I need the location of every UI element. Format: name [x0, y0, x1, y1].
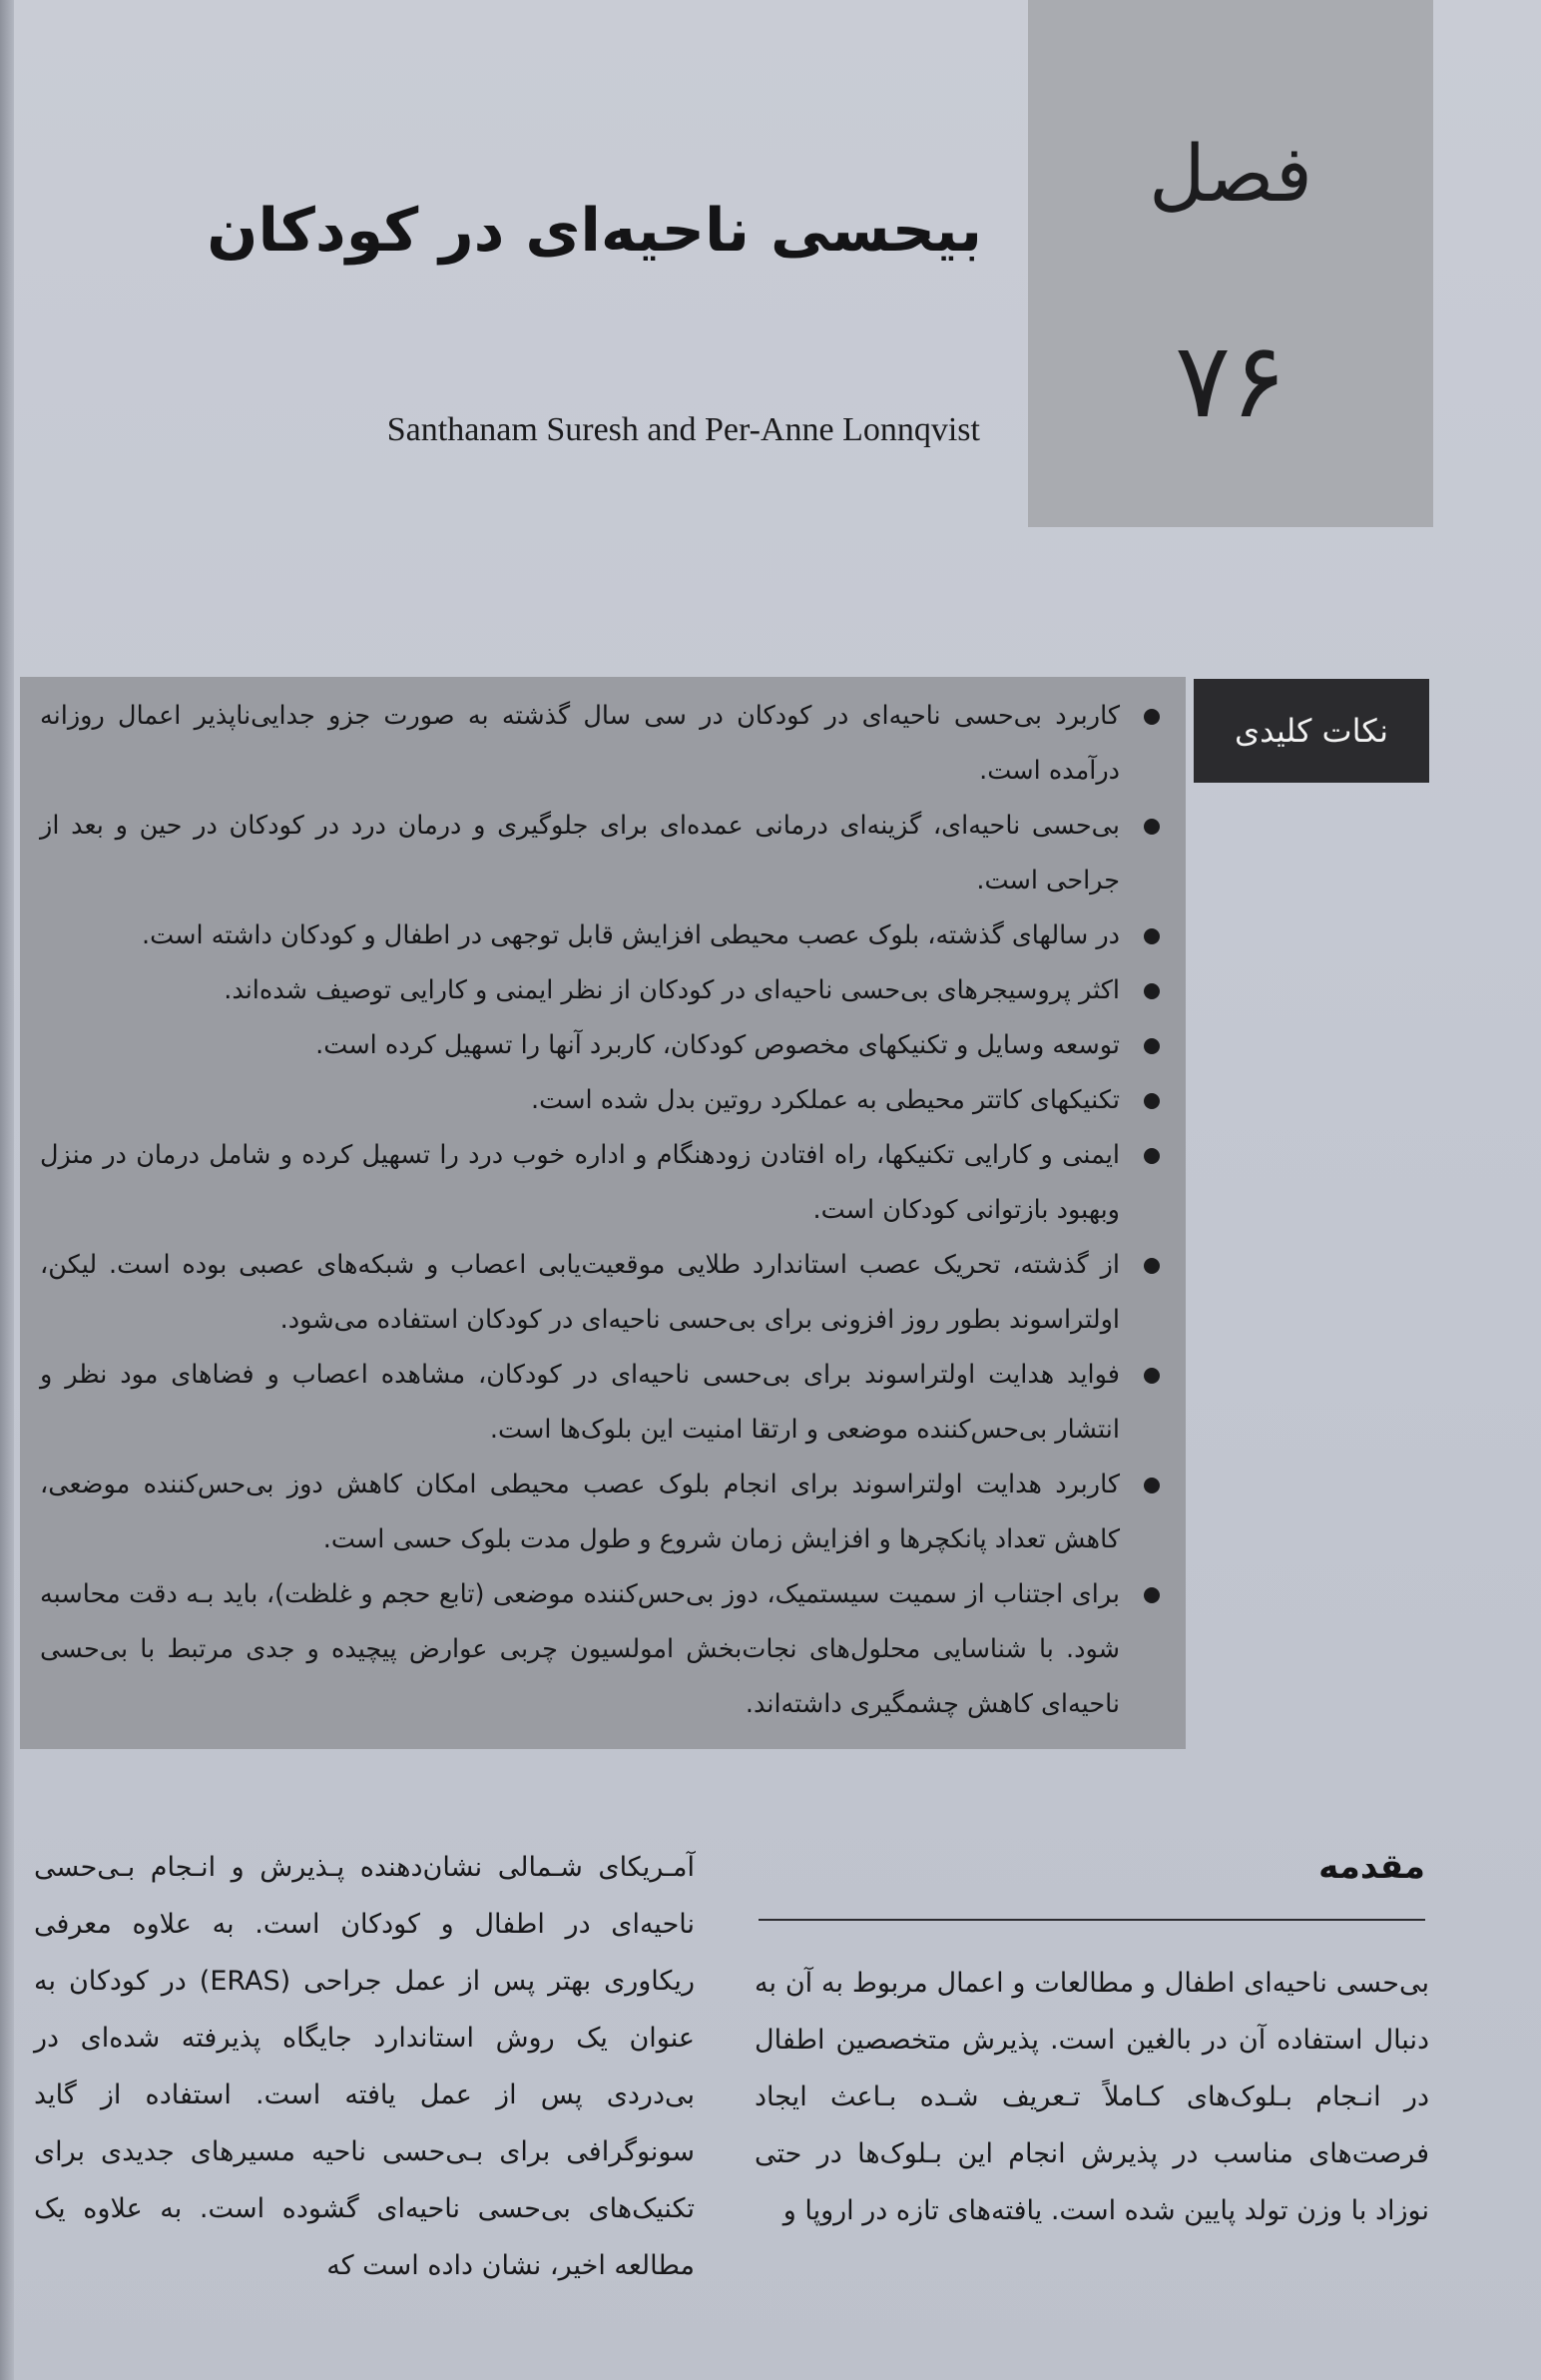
- bullet-icon: [1144, 1478, 1160, 1493]
- key-point-item: [40, 689, 1168, 799]
- chapter-box: [1028, 0, 1433, 527]
- key-point-text: در سالهای گذشته، بلوک عصب محیطی افزایش قابل توجهی در اطفال و کودکان داشته است.: [142, 920, 1120, 950]
- key-point-text: توسعه وسایل و تکنیکهای مخصوص کودکان، کاربرد آنها را تسهیل کرده است.: [315, 1030, 1120, 1060]
- intro-heading: مقدمه: [1318, 1847, 1425, 1887]
- key-points-label: نکات کلیدی: [1194, 679, 1429, 783]
- bullet-icon: [1144, 1368, 1160, 1384]
- key-point-item: [40, 1348, 1168, 1458]
- key-point-text: از گذشته، تحریک عصب استاندارد طلایی موقعیت‌یابی اعصاب و شبکه‌های عصبی بوده است. لیکن، اولتراسوند بطور روز افزونی برای بی‌حسی ناحیه‌ای در کودکان استفاده می‌شود.: [40, 1250, 1120, 1335]
- key-point-item: [40, 1567, 1168, 1732]
- chapter-title: بیحسی ناحیه‌ای در کودکان: [207, 196, 982, 266]
- bullet-icon: [1144, 819, 1160, 835]
- bullet-icon: [1144, 1258, 1160, 1274]
- key-point-item: [40, 1458, 1168, 1567]
- intro-right-column: بی‌حسی ناحیه‌ای اطفال و مطالعات و اعمال مربوط به آن به دنبال استفاده آن در بالغین است. پذیرش متخصصین اطفال در انـجام بـلوک‌های کـاملاً تـعریف شـده بـاعث ایجاد فرصت‌های مناسب در پذیرش انجام این بـلوک‌ها در حتی نوزاد با وزن تولد پایین شده است. یافته‌های تازه در اروپا و: [755, 1968, 1429, 2226]
- key-point-text: ایمنی و کارایی تکنیکها، راه افتادن زودهنگام و اداره خوب درد را تسهیل کرده و شامل درمان در منزل وبهبود بازتوانی کودکان است.: [40, 1140, 1120, 1225]
- chapter-word: فصل: [1149, 130, 1312, 220]
- bullet-icon: [1144, 709, 1160, 725]
- key-point-text: کاربرد هدایت اولتراسوند برای انجام بلوک عصب محیطی امکان کاهش دوز بی‌حس‌کننده موضعی، کاهش تعداد پانکچرها و افزایش زمان شروع و طول مدت بلوک حسی است.: [40, 1470, 1120, 1554]
- bullet-icon: [1144, 928, 1160, 944]
- key-point-item: [40, 1128, 1168, 1238]
- bullet-icon: [1144, 983, 1160, 999]
- chapter-authors: Santhanam Suresh and Per-Anne Lonnqvist: [386, 411, 980, 448]
- key-point-text: کاربرد بی‌حسی ناحیه‌ای در کودکان در سی سال گذشته به صورت جزو جدایی‌ناپذیر اعمال روزانه درآمده است.: [40, 701, 1120, 786]
- key-points-list: [40, 689, 1168, 1732]
- key-point-item: [40, 799, 1168, 908]
- intro-left-column: آمـریکای شـمالی نشان‌دهنده پـذیرش و انـجام بـی‌حسی ناحیه‌ای در اطفال و کودکان است. به علاوه معرفی ریکاوری بهتر پس از عمل جراحی (ERAS) در کودکان به عنوان یک روش استاندارد جایگاه پذیرفته شده‌ای در بی‌دردی پس از عمل یافته است. استفاده از گاید سونوگرافی برای بـی‌حسی ناحیه مسیرهای جدیدی برای تکنیک‌های بی‌حسی ناحیه‌ای گشوده است. به علاوه یک مطالعه اخیر، نشان داده است که: [34, 1852, 695, 2281]
- key-points-box: [20, 677, 1186, 1749]
- page-binding-edge: [0, 0, 14, 2380]
- chapter-number: ۷۶: [1175, 319, 1286, 441]
- key-point-item: [40, 963, 1168, 1018]
- key-point-item: [40, 1238, 1168, 1348]
- bullet-icon: [1144, 1148, 1160, 1164]
- key-point-item: [40, 1073, 1168, 1128]
- key-point-item: [40, 1018, 1168, 1073]
- key-point-item: [40, 908, 1168, 963]
- key-point-text: تکنیکهای کاتتر محیطی به عملکرد روتین بدل شده است.: [531, 1085, 1120, 1115]
- key-point-text: بی‌حسی ناحیه‌ای، گزینه‌ای درمانی عمده‌ای برای جلوگیری و درمان درد در کودکان در حین و بعد از جراحی است.: [40, 811, 1120, 895]
- key-point-text: فواید هدایت اولتراسوند برای بی‌حسی ناحیه‌ای در کودکان، مشاهده اعصاب و فضاهای مود نظر و انتشار بی‌حس‌کننده موضعی و ارتقا امنیت این بلوک‌ها است.: [40, 1360, 1120, 1445]
- key-point-text: برای اجتناب از سمیت سیستمیک، دوز بی‌حس‌کننده موضعی (تابع حجم و غلظت)، باید بـه دقت محاسبه شود. با شناسایی محلول‌های نجات‌بخش امولسیون چربی عوارض پیچیده و جدی مرتبط با بی‌حسی ناحیه‌ای کاهش چشمگیری داشته‌اند.: [40, 1579, 1120, 1719]
- key-point-text: اکثر پروسیجرهای بی‌حسی ناحیه‌ای در کودکان از نظر ایمنی و کارایی توصیف شده‌اند.: [224, 975, 1120, 1005]
- intro-divider: [759, 1919, 1425, 1921]
- bullet-icon: [1144, 1093, 1160, 1109]
- bullet-icon: [1144, 1038, 1160, 1054]
- bullet-icon: [1144, 1587, 1160, 1603]
